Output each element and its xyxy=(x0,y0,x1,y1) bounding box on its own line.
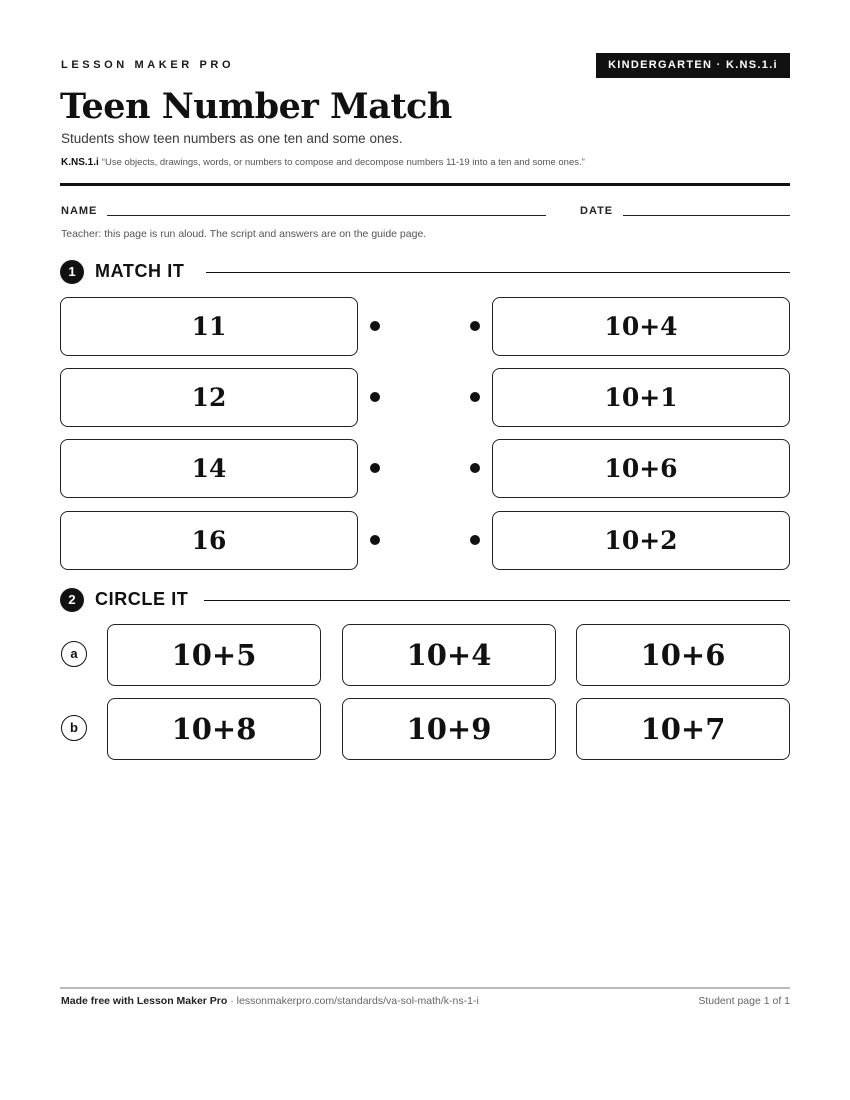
footer-page-label: Student page 1 of 1 xyxy=(698,995,790,1007)
match-left-card[interactable]: 16 xyxy=(60,511,358,570)
match-right-card[interactable]: 10+2 xyxy=(492,511,790,570)
circle-choice-card[interactable]: 10+8 xyxy=(107,698,321,760)
name-field[interactable] xyxy=(107,215,546,216)
match-left-dot[interactable] xyxy=(370,321,380,331)
section-title: CIRCLE IT xyxy=(95,589,189,609)
footer-url[interactable]: · lessonmakerpro.com/standards/va-sol-math/k-ns-1-i xyxy=(227,995,479,1007)
standard-text: “Use objects, drawings, words, or numbers to compose and decompose numbers 11-19 into a ten and some ones.” xyxy=(101,157,585,168)
match-right-dot[interactable] xyxy=(470,463,480,473)
match-right-card[interactable]: 10+4 xyxy=(492,297,790,356)
page-title: Teen Number Match xyxy=(60,86,452,127)
match-right-card[interactable]: 10+1 xyxy=(492,368,790,427)
section-number-badge: 1 xyxy=(60,260,84,284)
section-rule xyxy=(206,272,790,273)
section-match-header xyxy=(60,260,790,284)
date-field[interactable] xyxy=(623,215,790,216)
match-left-dot[interactable] xyxy=(370,463,380,473)
footer-made-with: Made free with Lesson Maker Pro xyxy=(61,995,228,1007)
match-left-card[interactable]: 12 xyxy=(60,368,358,427)
section-number-badge: 2 xyxy=(60,588,84,612)
match-right-dot[interactable] xyxy=(470,392,480,402)
circle-choice-card[interactable]: 10+5 xyxy=(107,624,321,686)
row-letter-a: a xyxy=(61,641,87,667)
brand-name: LESSON MAKER PRO xyxy=(61,59,235,71)
match-right-card[interactable]: 10+6 xyxy=(492,439,790,498)
standard-line xyxy=(61,157,585,168)
footer-credit xyxy=(61,995,479,1007)
match-right-dot[interactable] xyxy=(470,321,480,331)
match-right-dot[interactable] xyxy=(470,535,480,545)
section-circle-header xyxy=(60,588,790,612)
circle-choice-card[interactable]: 10+4 xyxy=(342,624,556,686)
header-divider xyxy=(60,183,790,186)
date-label: DATE xyxy=(580,205,614,217)
match-left-card[interactable]: 11 xyxy=(60,297,358,356)
circle-choice-card[interactable]: 10+6 xyxy=(576,624,790,686)
teacher-note: Teacher: this page is run aloud. The script and answers are on the guide page. xyxy=(61,228,427,240)
standard-code: K.NS.1.i xyxy=(61,157,99,168)
section-rule xyxy=(204,600,790,601)
match-left-dot[interactable] xyxy=(370,392,380,402)
match-left-card[interactable]: 14 xyxy=(60,439,358,498)
page-subtitle: Students show teen numbers as one ten and some ones. xyxy=(61,131,403,146)
section-title: MATCH IT xyxy=(95,261,185,281)
circle-choice-card[interactable]: 10+7 xyxy=(576,698,790,760)
match-left-dot[interactable] xyxy=(370,535,380,545)
circle-choice-card[interactable]: 10+9 xyxy=(342,698,556,760)
name-label: NAME xyxy=(61,205,98,217)
row-letter-b: b xyxy=(61,715,87,741)
grade-badge: KINDERGARTEN · K.NS.1.i xyxy=(596,53,790,78)
footer-divider xyxy=(60,987,790,989)
